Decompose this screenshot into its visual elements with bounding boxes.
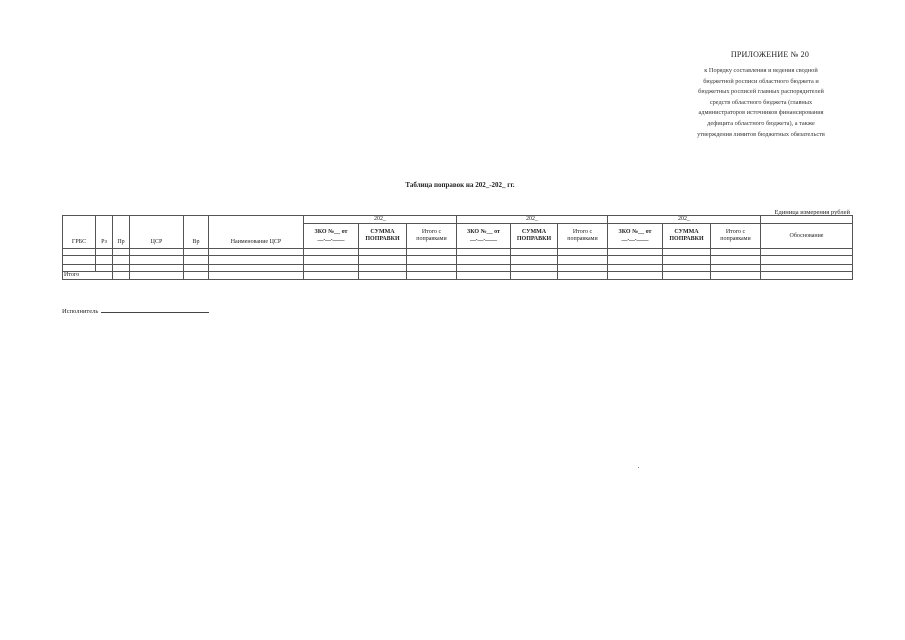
table-row xyxy=(63,256,853,265)
table-cell[interactable] xyxy=(558,265,608,272)
appendix-line: дефицита областного бюджета), а также xyxy=(707,119,815,127)
header-vr: Вр xyxy=(184,216,209,249)
table-cell[interactable] xyxy=(457,272,511,280)
table-cell[interactable] xyxy=(663,265,711,272)
table-cell[interactable] xyxy=(711,256,761,265)
header-sum-3: СУММА ПОПРАВКИ xyxy=(663,224,711,249)
executor-label: Исполнитель xyxy=(62,308,99,315)
table-cell[interactable] xyxy=(761,272,853,280)
table-cell[interactable] xyxy=(113,249,130,256)
table-cell[interactable] xyxy=(457,249,511,256)
table-cell[interactable] xyxy=(608,272,663,280)
table-cell[interactable] xyxy=(558,256,608,265)
table-cell[interactable] xyxy=(359,272,407,280)
table-cell[interactable] xyxy=(511,256,558,265)
appendix-line: средств областного бюджета (главных xyxy=(709,98,813,106)
table-cell[interactable] xyxy=(63,265,96,272)
appendix-line: бюджетных росписей главных распорядителей xyxy=(698,88,824,96)
appendix-line: утверждения лимитов бюджетных обязательств xyxy=(697,130,825,138)
table-cell[interactable] xyxy=(511,265,558,272)
header-total-2: Итого с поправками xyxy=(558,224,608,249)
executor-signature-line[interactable] xyxy=(101,306,209,313)
table-cell[interactable] xyxy=(113,272,130,280)
table-cell[interactable] xyxy=(457,256,511,265)
table-cell[interactable] xyxy=(711,265,761,272)
appendix-line: бюджетной росписи областного бюджета и xyxy=(703,77,819,85)
header-blank xyxy=(761,216,853,224)
table-row xyxy=(63,249,853,256)
header-year-3: 202_ xyxy=(608,216,761,224)
unit-label: Единица измерения рублей xyxy=(774,209,850,216)
table-cell[interactable] xyxy=(711,249,761,256)
table-cell[interactable] xyxy=(209,272,304,280)
table-cell[interactable] xyxy=(608,265,663,272)
table-cell[interactable] xyxy=(407,256,457,265)
table-cell[interactable] xyxy=(130,265,184,272)
header-csr-name: Наименование ЦСР xyxy=(209,216,304,249)
table-cell[interactable] xyxy=(761,256,853,265)
table-cell[interactable] xyxy=(304,256,359,265)
table-cell[interactable] xyxy=(184,272,209,280)
table-title: Таблица поправок на 202_-202_ гг. xyxy=(405,181,515,189)
table-cell[interactable] xyxy=(359,256,407,265)
table-cell[interactable] xyxy=(407,265,457,272)
amendments-table xyxy=(62,215,853,280)
executor-signature xyxy=(62,306,209,315)
table-cell[interactable] xyxy=(761,265,853,272)
header-pr: Пр xyxy=(113,216,130,249)
table-cell[interactable] xyxy=(359,249,407,256)
table-cell[interactable] xyxy=(130,256,184,265)
table-cell[interactable] xyxy=(304,265,359,272)
table-cell[interactable] xyxy=(761,249,853,256)
appendix-text xyxy=(672,66,850,140)
header-zko-2: ЗКО №__ от __.__.____ xyxy=(457,224,511,249)
table-cell[interactable] xyxy=(63,256,96,265)
table-cell[interactable] xyxy=(608,256,663,265)
table-cell[interactable] xyxy=(184,265,209,272)
header-grbs: ГРБС xyxy=(63,216,96,249)
table-cell[interactable] xyxy=(130,249,184,256)
table-cell[interactable] xyxy=(457,265,511,272)
table-cell[interactable] xyxy=(209,256,304,265)
table-cell[interactable] xyxy=(663,256,711,265)
header-rz: Рз xyxy=(96,216,113,249)
table-cell[interactable] xyxy=(304,249,359,256)
table-cell[interactable] xyxy=(558,249,608,256)
header-zko-1: ЗКО №__ от __.__.____ xyxy=(304,224,359,249)
table-cell[interactable] xyxy=(304,272,359,280)
header-csr: ЦСР xyxy=(130,216,184,249)
header-total-1: Итого с поправками xyxy=(407,224,457,249)
table-cell[interactable] xyxy=(359,265,407,272)
table-cell[interactable] xyxy=(96,256,113,265)
table-cell[interactable] xyxy=(209,265,304,272)
header-zko-3: ЗКО №__ от __.__.____ xyxy=(608,224,663,249)
table-cell[interactable] xyxy=(511,272,558,280)
appendix-line: администраторов источников финансирования xyxy=(698,109,824,117)
table-cell[interactable] xyxy=(209,249,304,256)
appendix-line: к Порядку составления и ведения сводной xyxy=(704,67,818,74)
table-cell[interactable] xyxy=(63,249,96,256)
scan-speck xyxy=(638,467,639,468)
table-cell[interactable] xyxy=(663,272,711,280)
table-cell[interactable] xyxy=(184,249,209,256)
table-cell[interactable] xyxy=(96,265,113,272)
header-sum-1: СУММА ПОПРАВКИ xyxy=(359,224,407,249)
table-cell[interactable] xyxy=(608,249,663,256)
table-cell[interactable] xyxy=(407,249,457,256)
header-year-2: 202_ xyxy=(457,216,608,224)
header-year-1: 202_ xyxy=(304,216,457,224)
table-cell[interactable] xyxy=(184,256,209,265)
header-sum-2: СУММА ПОПРАВКИ xyxy=(511,224,558,249)
table-cell[interactable] xyxy=(130,272,184,280)
header-total-3: Итого с поправками xyxy=(711,224,761,249)
table-cell[interactable] xyxy=(511,249,558,256)
table-row xyxy=(63,265,853,272)
table-cell[interactable] xyxy=(96,249,113,256)
table-cell[interactable] xyxy=(663,249,711,256)
appendix-title: ПРИЛОЖЕНИЕ № 20 xyxy=(730,50,810,59)
table-cell[interactable] xyxy=(113,256,130,265)
table-cell[interactable] xyxy=(407,272,457,280)
table-cell[interactable] xyxy=(558,272,608,280)
table-cell[interactable] xyxy=(711,272,761,280)
year-header-row xyxy=(63,216,853,224)
table-cell[interactable] xyxy=(113,265,130,272)
total-row xyxy=(63,272,853,280)
total-label: Итого xyxy=(63,272,113,280)
header-justification: Обоснование xyxy=(761,224,853,249)
